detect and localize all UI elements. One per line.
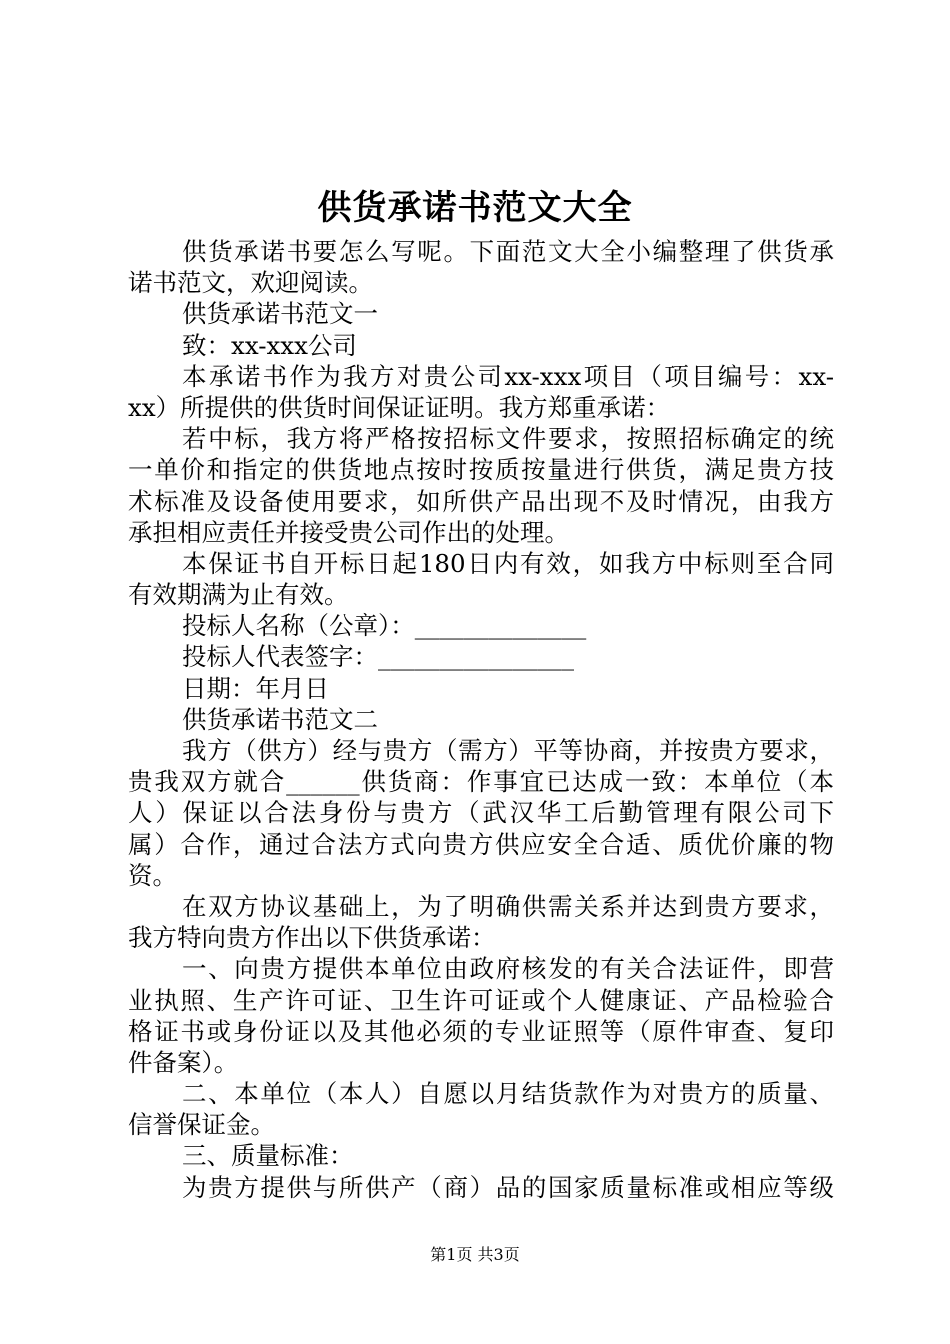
body-line: 贵我双方就合______供货商：作事宜已达成一致：本单位（本 xyxy=(128,767,834,797)
body-line: 术标准及设备使用要求，如所供产品出现不及时情况，由我方 xyxy=(128,486,834,516)
body-line: 在双方协议基础上，为了明确供需关系并达到贵方要求， xyxy=(182,891,834,921)
body-line: 二、本单位（本人）自愿以月结货款作为对贵方的质量、 xyxy=(182,1079,834,1109)
document-body xyxy=(128,236,834,1203)
body-line: 信誉保证金。 xyxy=(128,1110,275,1140)
body-line: 有效期满为止有效。 xyxy=(128,580,349,610)
body-line: 为贵方提供与所供产（商）品的国家质量标准或相应等级 xyxy=(182,1172,834,1202)
body-line: 三、质量标准： xyxy=(182,1141,354,1171)
body-line: 投标人名称（公章）：______________ xyxy=(182,611,587,641)
body-line: 人）保证以合法身份与贵方（武汉华工后勤管理有限公司下 xyxy=(128,798,834,828)
body-line: 业执照、生产许可证、卫生许可证或个人健康证、产品检验合 xyxy=(128,985,834,1015)
body-line: 日期：年月日 xyxy=(182,673,329,703)
body-line: 投标人代表签字：________________ xyxy=(182,642,574,672)
body-line: xx）所提供的供货时间保证证明。我方郑重承诺： xyxy=(128,392,671,422)
body-line: 诺书范文，欢迎阅读。 xyxy=(128,268,373,298)
body-line: 若中标，我方将严格按招标文件要求，按照招标确定的统 xyxy=(182,424,834,454)
body-line: 一、向贵方提供本单位由政府核发的有关合法证件，即营 xyxy=(182,954,834,984)
page-footer: 第1页 共3页 xyxy=(430,1245,520,1264)
body-line: 供货承诺书要怎么写呢。下面范文大全小编整理了供货承 xyxy=(182,237,834,266)
body-line: 格证书或身份证以及其他必须的专业证照等（原件审查、复印 xyxy=(128,1016,834,1046)
body-line: 资。 xyxy=(128,860,177,890)
body-line: 供货承诺书范文二 xyxy=(182,704,378,734)
body-line: 本承诺书作为我方对贵公司xx-xxx项目（项目编号：xx- xyxy=(182,361,834,391)
body-line: 承担相应责任并接受贵公司作出的处理。 xyxy=(128,517,569,547)
body-line: 一单价和指定的供货地点按时按质按量进行供货，满足贵方技 xyxy=(128,455,834,485)
body-line: 属）合作，通过合法方式向贵方供应安全合适、质优价廉的物 xyxy=(128,829,834,859)
body-line: 件备案）。 xyxy=(128,1047,239,1077)
body-line: 我方（供方）经与贵方（需方）平等协商，并按贵方要求， xyxy=(182,736,834,765)
body-line: 我方特向贵方作出以下供货承诺： xyxy=(128,923,496,953)
body-line: 致：xx-xxx公司 xyxy=(182,330,357,360)
body-line: 本保证书自开标日起180日内有效，如我方中标则至合同 xyxy=(182,548,834,578)
body-line: 供货承诺书范文一 xyxy=(182,299,378,329)
document-title: 供货承诺书范文大全 xyxy=(317,188,633,228)
